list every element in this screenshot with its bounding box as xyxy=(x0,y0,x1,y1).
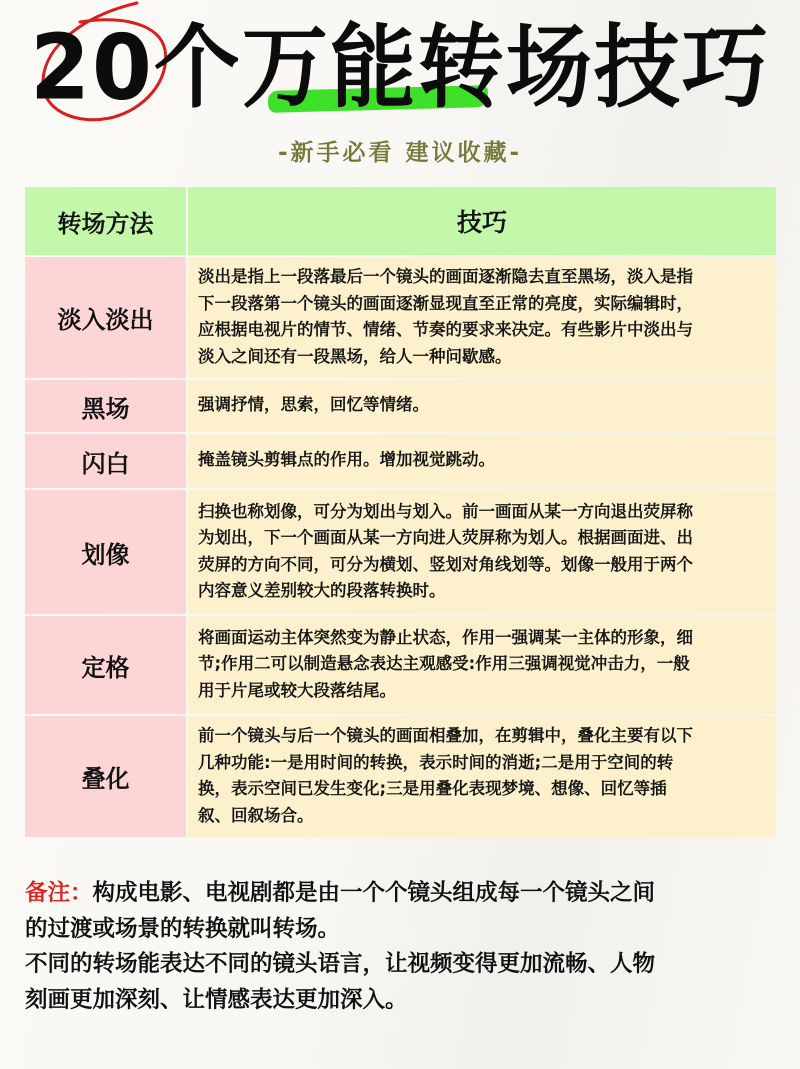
tip-cell: 淡出是指上一段落最后一个镜头的画面逐渐隐去直至黑场，淡入是指 下一段落第一个镜头的画面逐渐显现直至正常的亮度，实际编辑时， 应根据电视片的情节、情绪、节奏的要求来决定。有些影片中淡出与 淡入之间还有一段黑场，给人一种问歇感。 xyxy=(188,257,776,378)
note-text: 构成电影、电视剧都是由一个个镜头组成每一个镜头之间 xyxy=(92,880,656,906)
title-banner xyxy=(0,0,800,180)
page-subtitle: -新手必看 建议收藏- xyxy=(277,140,523,166)
tip-cell: 掩盖镜头剪辑点的作用。增加视觉跳动。 xyxy=(188,434,776,488)
table-row xyxy=(25,616,776,714)
table-row xyxy=(25,716,776,837)
footnote xyxy=(25,876,785,1018)
tip-cell: 强调抒情，思索，回忆等情绪。 xyxy=(188,380,776,432)
header-tip: 技巧 xyxy=(188,187,776,255)
table-row xyxy=(25,380,776,432)
method-cell: 闪白 xyxy=(25,434,186,488)
header-method: 转场方法 xyxy=(25,187,186,255)
method-cell: 黑场 xyxy=(25,380,186,432)
method-cell: 淡入淡出 xyxy=(25,257,186,378)
note-text: 不同的转场能表达不同的镜头语言，让视频变得更加流畅、人物 xyxy=(25,951,656,977)
table-row xyxy=(25,434,776,488)
method-cell: 叠化 xyxy=(25,716,186,837)
note-label: 备注： xyxy=(25,880,93,906)
method-cell: 划像 xyxy=(25,490,186,614)
note-text: 的过渡或场景的转换就叫转场。 xyxy=(25,915,341,942)
method-cell: 定格 xyxy=(25,616,186,714)
note-text: 刻画更加深刻、让情感表达更加深入。 xyxy=(25,986,408,1013)
tip-cell: 扫换也称划像，可分为划出与划入。前一画面从某一方向退出荧屏称 为划出，下一个画面从某一方向进人荧屏称为划人。根据画面进、出 荧屏的方向不同，可分为横划、竖划对角线划等。划像一般用于两个 内容意义差别较大的段落转换时。 xyxy=(188,490,776,614)
transition-table xyxy=(25,185,776,839)
page-title: 20个万能转场技巧 xyxy=(30,15,770,121)
table-row xyxy=(25,490,776,614)
tip-cell: 前一个镜头与后一个镜头的画面相叠加，在剪辑中，叠化主要有以下 几种功能:一是用时间的转换，表示时间的消逝;二是用于空间的转 换，表示空间已发生变化;三是用叠化表现梦境、想像、回忆等插 叙、回叙场合。 xyxy=(188,716,776,837)
table-row xyxy=(25,257,776,378)
tip-cell: 将画面运动主体突然变为静止状态，作用一强调某一主体的形象，细 节;作用二可以制造悬念表达主观感受:作用三强调视觉冲击力，一般 用于片尾或较大段落结尾。 xyxy=(188,616,776,714)
table-header-row xyxy=(25,187,776,255)
